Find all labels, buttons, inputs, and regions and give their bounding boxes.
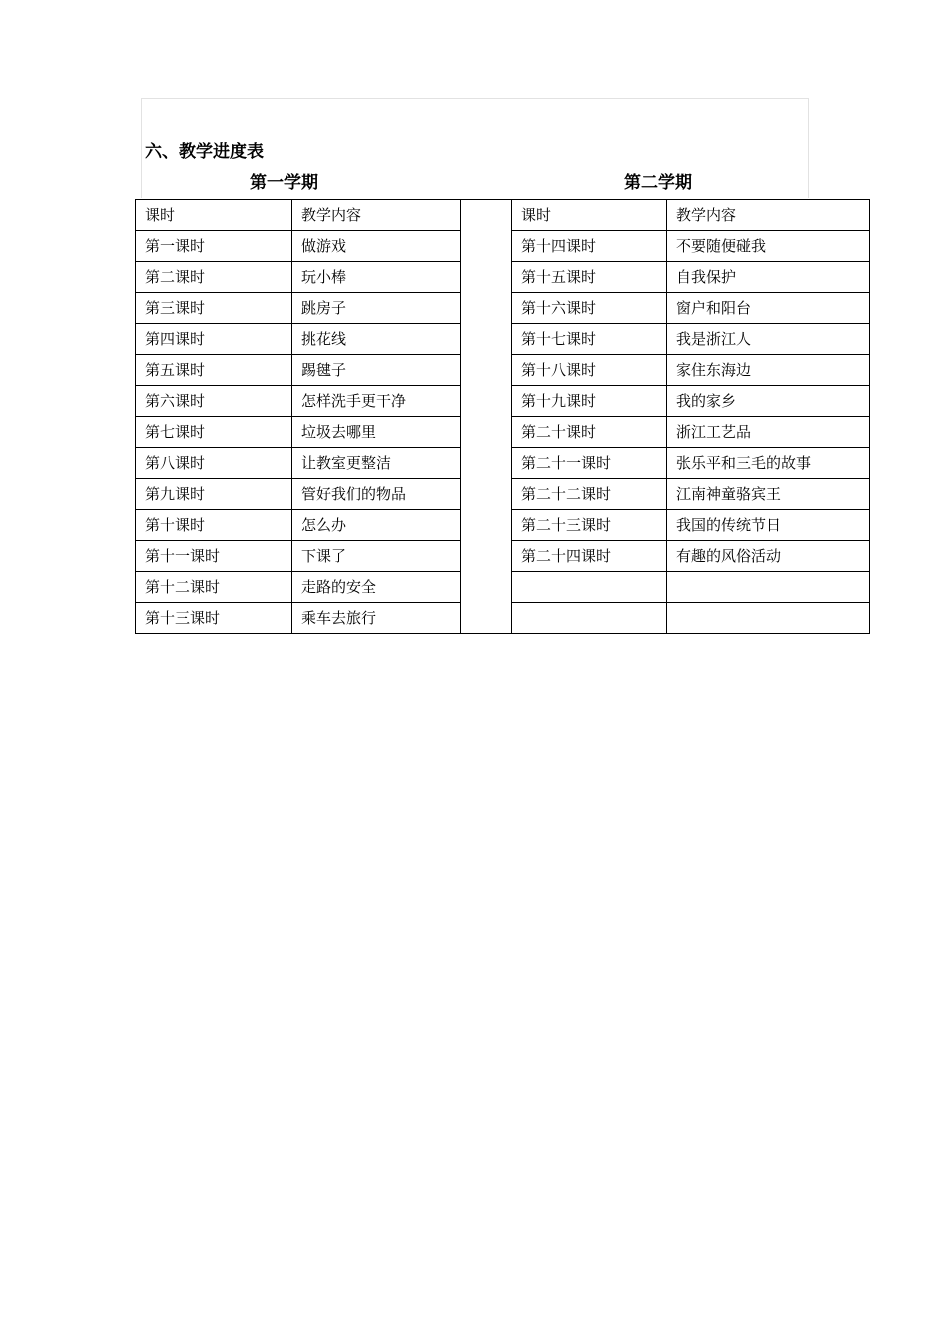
- term1-content-cell: 怎样洗手更干净: [292, 386, 461, 417]
- term2-period-cell: 第二十三课时: [512, 510, 667, 541]
- term2-period-cell: [512, 572, 667, 603]
- term2-header-period: 课时: [512, 200, 667, 231]
- term2-content-cell: [667, 603, 870, 634]
- term2-title: 第二学期: [624, 173, 692, 193]
- term2-header-content: 教学内容: [667, 200, 870, 231]
- term1-period-cell: 第八课时: [136, 448, 292, 479]
- term1-content-cell: 走路的安全: [292, 572, 461, 603]
- term2-period-cell: 第十七课时: [512, 324, 667, 355]
- term2-period-cell: 第十四课时: [512, 231, 667, 262]
- term1-content-cell: 怎么办: [292, 510, 461, 541]
- term1-period-cell: 第三课时: [136, 293, 292, 324]
- term1-period-cell: 第一课时: [136, 231, 292, 262]
- schedule-table: [135, 199, 870, 634]
- term2-period-cell: 第十九课时: [512, 386, 667, 417]
- term2-period-cell: 第二十一课时: [512, 448, 667, 479]
- term1-period-cell: 第九课时: [136, 479, 292, 510]
- term1-period-cell: 第十三课时: [136, 603, 292, 634]
- term2-content-cell: [667, 572, 870, 603]
- term1-title: 第一学期: [250, 173, 318, 193]
- term1-period-cell: 第六课时: [136, 386, 292, 417]
- term2-content-cell: 浙江工艺品: [667, 417, 870, 448]
- term2-period-cell: 第二十四课时: [512, 541, 667, 572]
- term1-period-cell: 第十二课时: [136, 572, 292, 603]
- term2-period-cell: 第十五课时: [512, 262, 667, 293]
- term2-period-cell: 第十八课时: [512, 355, 667, 386]
- term2-content-cell: 自我保护: [667, 262, 870, 293]
- term1-content-cell: 让教室更整洁: [292, 448, 461, 479]
- term1-content-cell: 下课了: [292, 541, 461, 572]
- term2-period-cell: 第二十课时: [512, 417, 667, 448]
- term2-content-cell: 我的家乡: [667, 386, 870, 417]
- term1-content-cell: 垃圾去哪里: [292, 417, 461, 448]
- term1-content-cell: 跳房子: [292, 293, 461, 324]
- term1-content-cell: 管好我们的物品: [292, 479, 461, 510]
- term1-content-cell: 乘车去旅行: [292, 603, 461, 634]
- table-header-row: [136, 200, 870, 231]
- term1-period-cell: 第七课时: [136, 417, 292, 448]
- term2-content-cell: 江南神童骆宾王: [667, 479, 870, 510]
- section-heading: 六、教学进度表: [145, 142, 264, 162]
- term1-period-cell: 第十一课时: [136, 541, 292, 572]
- term2-period-cell: [512, 603, 667, 634]
- term1-content-cell: 踢毽子: [292, 355, 461, 386]
- term1-content-cell: 玩小棒: [292, 262, 461, 293]
- term1-content-cell: 挑花线: [292, 324, 461, 355]
- term2-content-cell: 不要随便碰我: [667, 231, 870, 262]
- term1-period-cell: 第十课时: [136, 510, 292, 541]
- term2-period-cell: 第二十二课时: [512, 479, 667, 510]
- term2-content-cell: 我国的传统节日: [667, 510, 870, 541]
- term1-content-cell: 做游戏: [292, 231, 461, 262]
- term2-content-cell: 家住东海边: [667, 355, 870, 386]
- term1-period-cell: 第四课时: [136, 324, 292, 355]
- term1-period-cell: 第二课时: [136, 262, 292, 293]
- term2-period-cell: 第十六课时: [512, 293, 667, 324]
- term1-header-period: 课时: [136, 200, 292, 231]
- term1-header-content: 教学内容: [292, 200, 461, 231]
- table-spacer-column: [461, 200, 512, 634]
- term2-content-cell: 有趣的风俗活动: [667, 541, 870, 572]
- term1-period-cell: 第五课时: [136, 355, 292, 386]
- term2-content-cell: 张乐平和三毛的故事: [667, 448, 870, 479]
- term2-content-cell: 我是浙江人: [667, 324, 870, 355]
- term2-content-cell: 窗户和阳台: [667, 293, 870, 324]
